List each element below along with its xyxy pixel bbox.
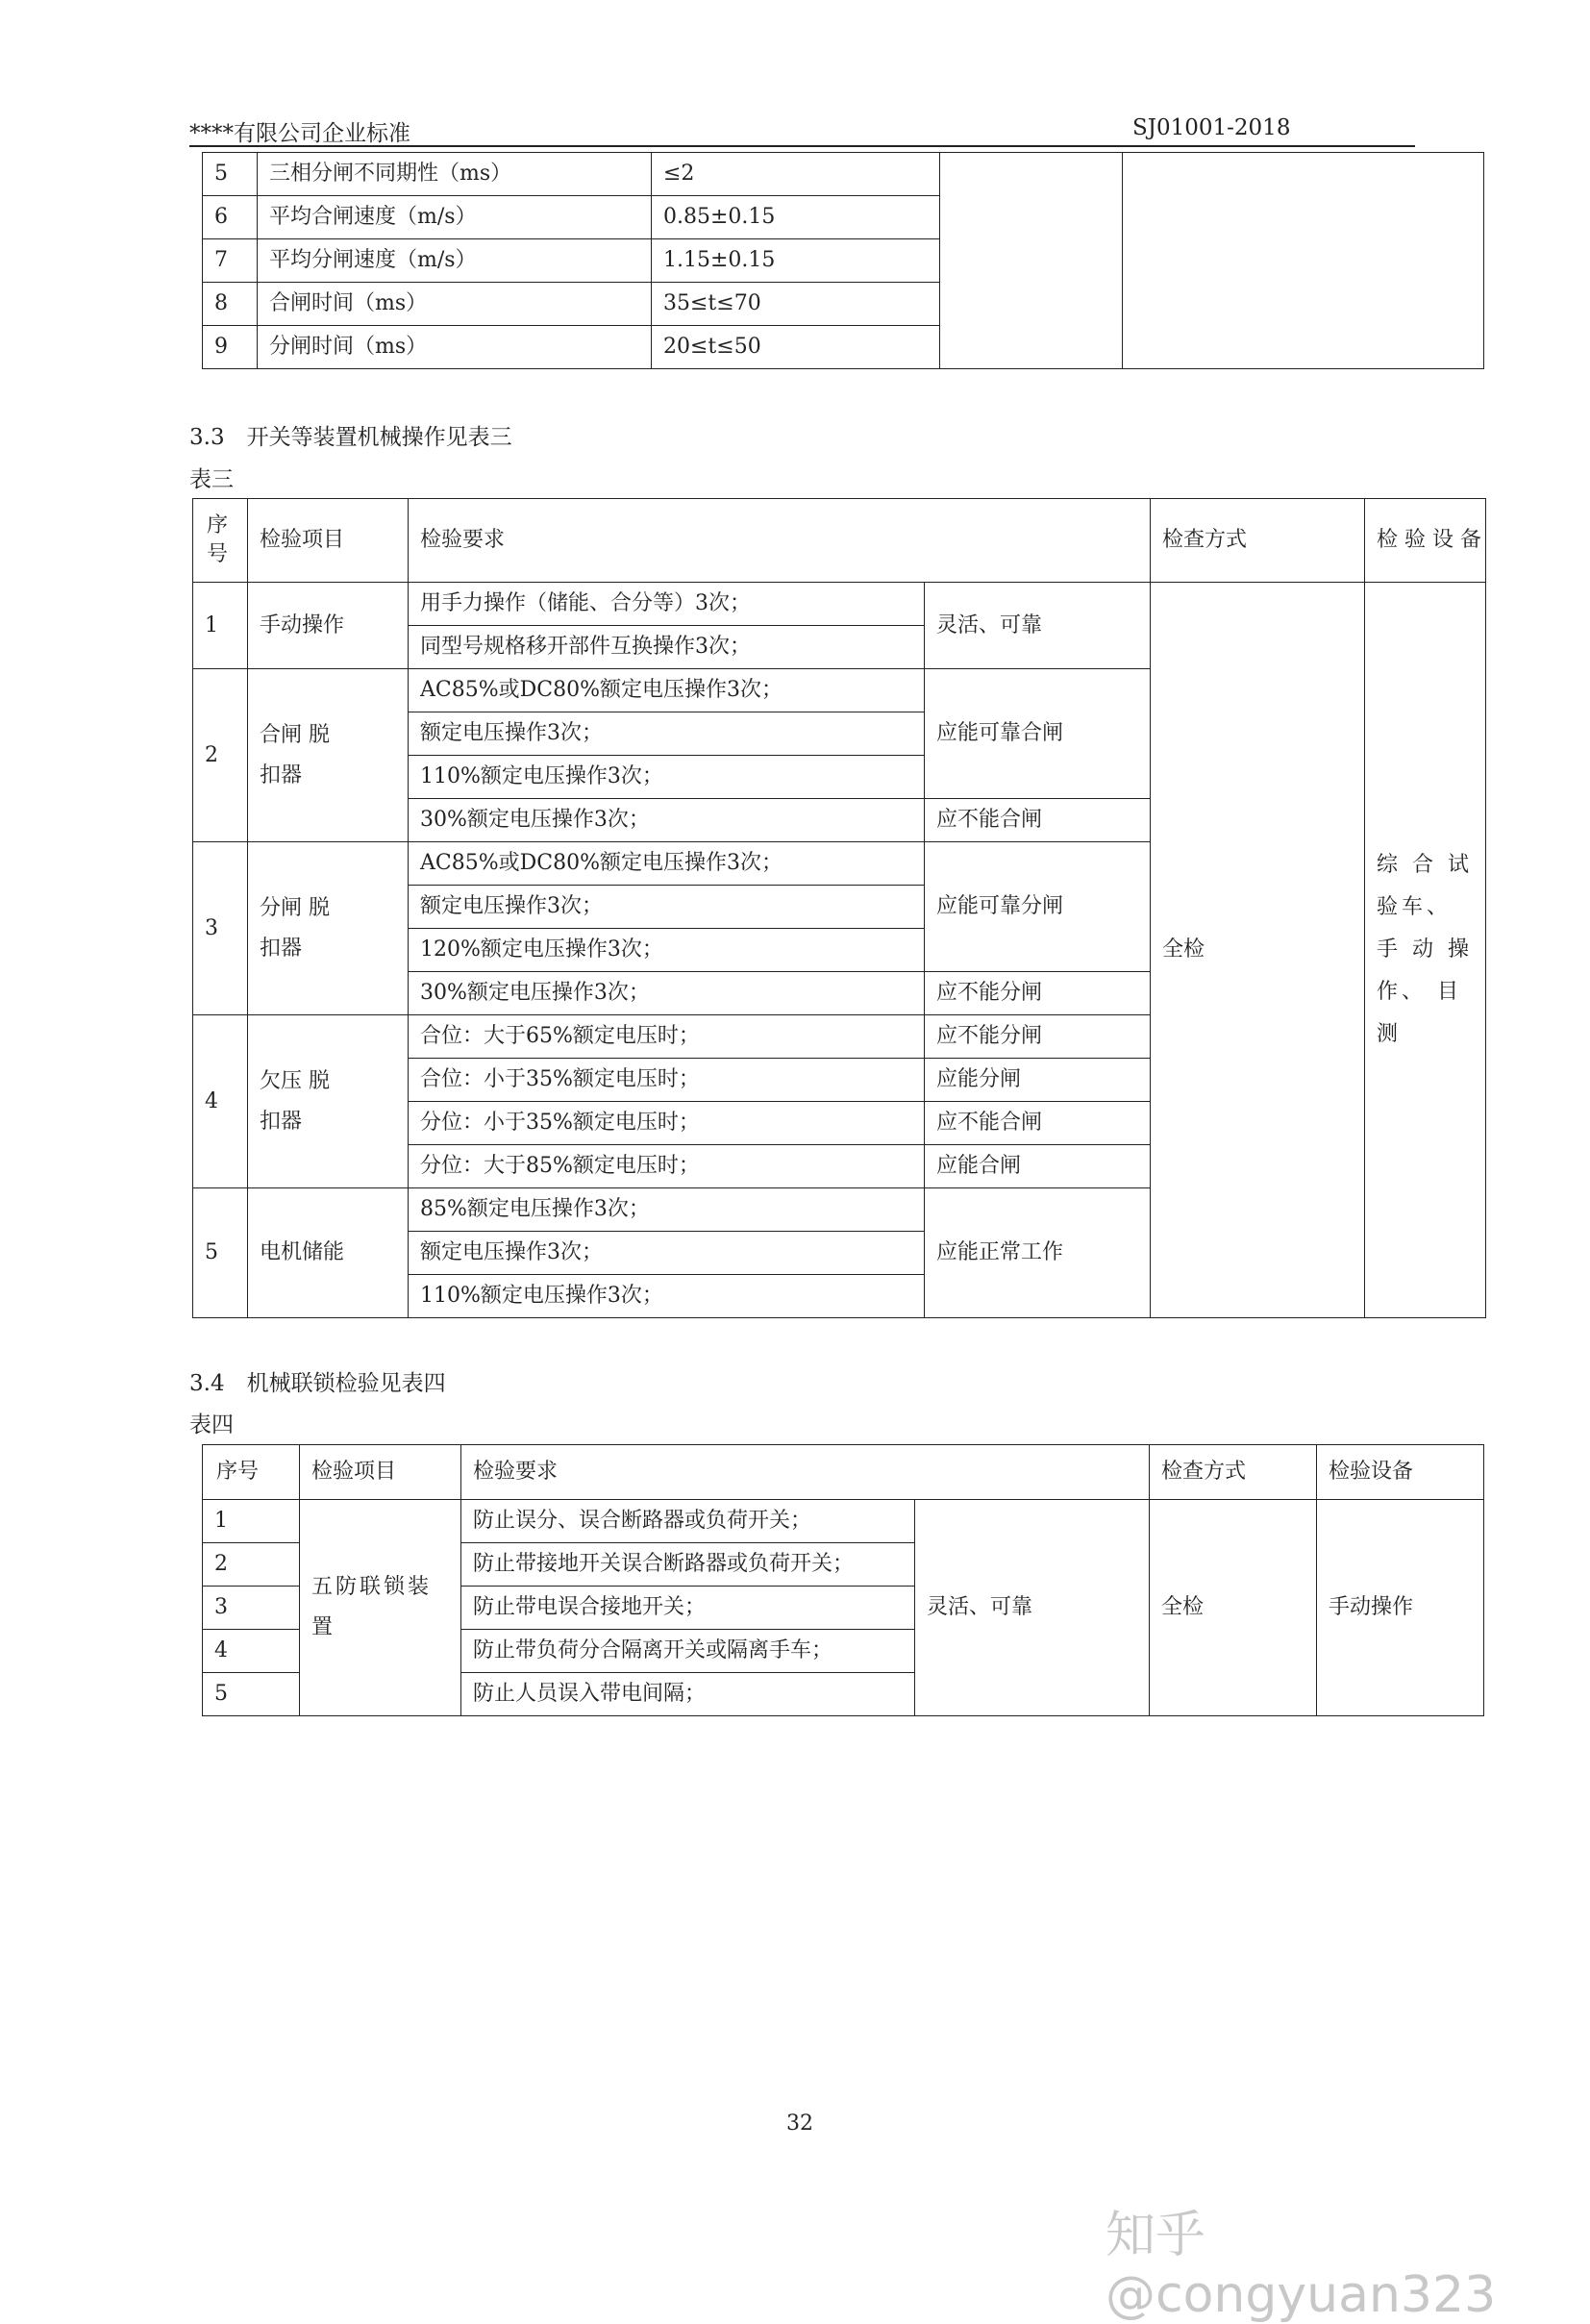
g2-req-2: 额定电压操作3次； <box>409 712 925 756</box>
result-cell: 灵活、可靠 <box>915 1500 1150 1716</box>
g3-result-2: 应不能分闸 <box>925 972 1151 1015</box>
row-req: 防止误分、误合断路器或负荷开关； <box>461 1500 915 1543</box>
header-method: 检查方式 <box>1151 499 1365 583</box>
row-req: 防止带接地开关误合断路器或负荷开关； <box>461 1543 915 1587</box>
row-value: 35≤t≤70 <box>652 283 940 326</box>
section-heading-3-3: 3.3 开关等装置机械操作见表三 <box>189 425 512 450</box>
row-item: 平均合闸速度（m/s） <box>258 196 652 239</box>
equip-cell: 综 合 试 验车、 手 动 操 作、 目测 <box>1365 583 1486 1318</box>
header-item: 检验项目 <box>300 1445 461 1500</box>
g3-item: 分闸 脱扣器 <box>248 842 409 1015</box>
header-no: 序号 <box>193 499 248 583</box>
method-cell: 全检 <box>1150 1500 1317 1716</box>
g4-req-3: 分位：小于35%额定电压时； <box>409 1102 925 1145</box>
g3-result-1: 应能可靠分闸 <box>925 842 1151 972</box>
table4 <box>202 1444 1484 1716</box>
g4-no: 4 <box>193 1015 248 1188</box>
header-equip: 检验设备 <box>1317 1445 1484 1500</box>
g5-req-2: 额定电压操作3次； <box>409 1232 925 1275</box>
g4-req-1: 合位：大于65%额定电压时； <box>409 1015 925 1059</box>
row-no: 9 <box>203 326 258 369</box>
g4-req-2: 合位：小于35%额定电压时； <box>409 1059 925 1102</box>
table3-caption: 表三 <box>189 467 234 492</box>
page-number: 32 <box>786 2112 813 2136</box>
row-no: 4 <box>203 1630 300 1673</box>
g3-req-1: AC85%或DC80%额定电压操作3次； <box>409 842 925 886</box>
g4-result-1: 应不能分闸 <box>925 1015 1151 1059</box>
g3-req-4: 30%额定电压操作3次； <box>409 972 925 1015</box>
g5-req-1: 85%额定电压操作3次； <box>409 1188 925 1232</box>
g2-req-4: 30%额定电压操作3次； <box>409 799 925 842</box>
item-cell: 五防联锁装 置 <box>300 1500 461 1716</box>
g3-req-3: 120%额定电压操作3次； <box>409 929 925 972</box>
blank-cell <box>1123 153 1484 369</box>
table-row <box>193 583 1486 626</box>
table4-caption: 表四 <box>189 1412 234 1437</box>
g2-item: 合闸 脱扣器 <box>248 669 409 842</box>
g4-req-4: 分位：大于85%额定电压时； <box>409 1145 925 1188</box>
row-item: 分闸时间（ms） <box>258 326 652 369</box>
g4-result-3: 应不能合闸 <box>925 1102 1151 1145</box>
g2-req-1: AC85%或DC80%额定电压操作3次； <box>409 669 925 712</box>
header-req: 检验要求 <box>461 1445 1150 1500</box>
row-no: 6 <box>203 196 258 239</box>
row-no: 8 <box>203 283 258 326</box>
g4-item: 欠压 脱扣器 <box>248 1015 409 1188</box>
row-req: 防止带负荷分合隔离开关或隔离手车； <box>461 1630 915 1673</box>
method-cell: 全检 <box>1151 583 1365 1318</box>
g1-result: 灵活、可靠 <box>925 583 1151 669</box>
g3-req-2: 额定电压操作3次； <box>409 886 925 929</box>
g4-result-4: 应能合闸 <box>925 1145 1151 1188</box>
g5-item: 电机储能 <box>248 1188 409 1318</box>
g1-req-1: 用手力操作（储能、合分等）3次； <box>409 583 925 626</box>
row-value: ≤2 <box>652 153 940 196</box>
row-item: 平均分闸速度（m/s） <box>258 239 652 283</box>
table3 <box>192 498 1486 1318</box>
g5-result: 应能正常工作 <box>925 1188 1151 1318</box>
header-rule <box>189 145 1415 147</box>
table-header-row <box>203 1445 1484 1500</box>
row-no: 7 <box>203 239 258 283</box>
header-item: 检验项目 <box>248 499 409 583</box>
header-method: 检查方式 <box>1150 1445 1317 1500</box>
table2-continuation <box>202 152 1484 369</box>
watermark: 知乎 @congyuan323 <box>1106 2207 1497 2324</box>
table-row <box>203 1500 1484 1543</box>
blank-cell <box>940 153 1123 369</box>
table-row <box>203 153 1484 196</box>
row-no: 2 <box>203 1543 300 1587</box>
row-value: 20≤t≤50 <box>652 326 940 369</box>
header-equip: 检 验 设 备 <box>1365 499 1486 583</box>
g2-result-2: 应不能合闸 <box>925 799 1151 842</box>
g1-req-2: 同型号规格移开部件互换操作3次； <box>409 626 925 669</box>
header-no: 序号 <box>203 1445 300 1500</box>
row-no: 3 <box>203 1587 300 1630</box>
g2-no: 2 <box>193 669 248 842</box>
header-standard-no: SJ01001-2018 <box>1132 115 1291 140</box>
row-no: 5 <box>203 1673 300 1716</box>
row-req: 防止带电误合接地开关； <box>461 1587 915 1630</box>
row-req: 防止人员误入带电间隔； <box>461 1673 915 1716</box>
g2-result-1: 应能可靠合闸 <box>925 669 1151 799</box>
g5-no: 5 <box>193 1188 248 1318</box>
section-heading-3-4: 3.4 机械联锁检验见表四 <box>189 1371 446 1396</box>
g5-req-3: 110%额定电压操作3次； <box>409 1275 925 1318</box>
g3-no: 3 <box>193 842 248 1015</box>
row-value: 1.15±0.15 <box>652 239 940 283</box>
g4-result-2: 应能分闸 <box>925 1059 1151 1102</box>
g1-no: 1 <box>193 583 248 669</box>
table-header-row <box>193 499 1486 583</box>
row-no: 5 <box>203 153 258 196</box>
equip-cell: 手动操作 <box>1317 1500 1484 1716</box>
row-value: 0.85±0.15 <box>652 196 940 239</box>
header-company: ****有限公司企业标准 <box>189 121 410 146</box>
row-item: 合闸时间（ms） <box>258 283 652 326</box>
header-req: 检验要求 <box>409 499 1151 583</box>
g1-item: 手动操作 <box>248 583 409 669</box>
row-no: 1 <box>203 1500 300 1543</box>
row-item: 三相分闸不同期性（ms） <box>258 153 652 196</box>
g2-req-3: 110%额定电压操作3次； <box>409 756 925 799</box>
